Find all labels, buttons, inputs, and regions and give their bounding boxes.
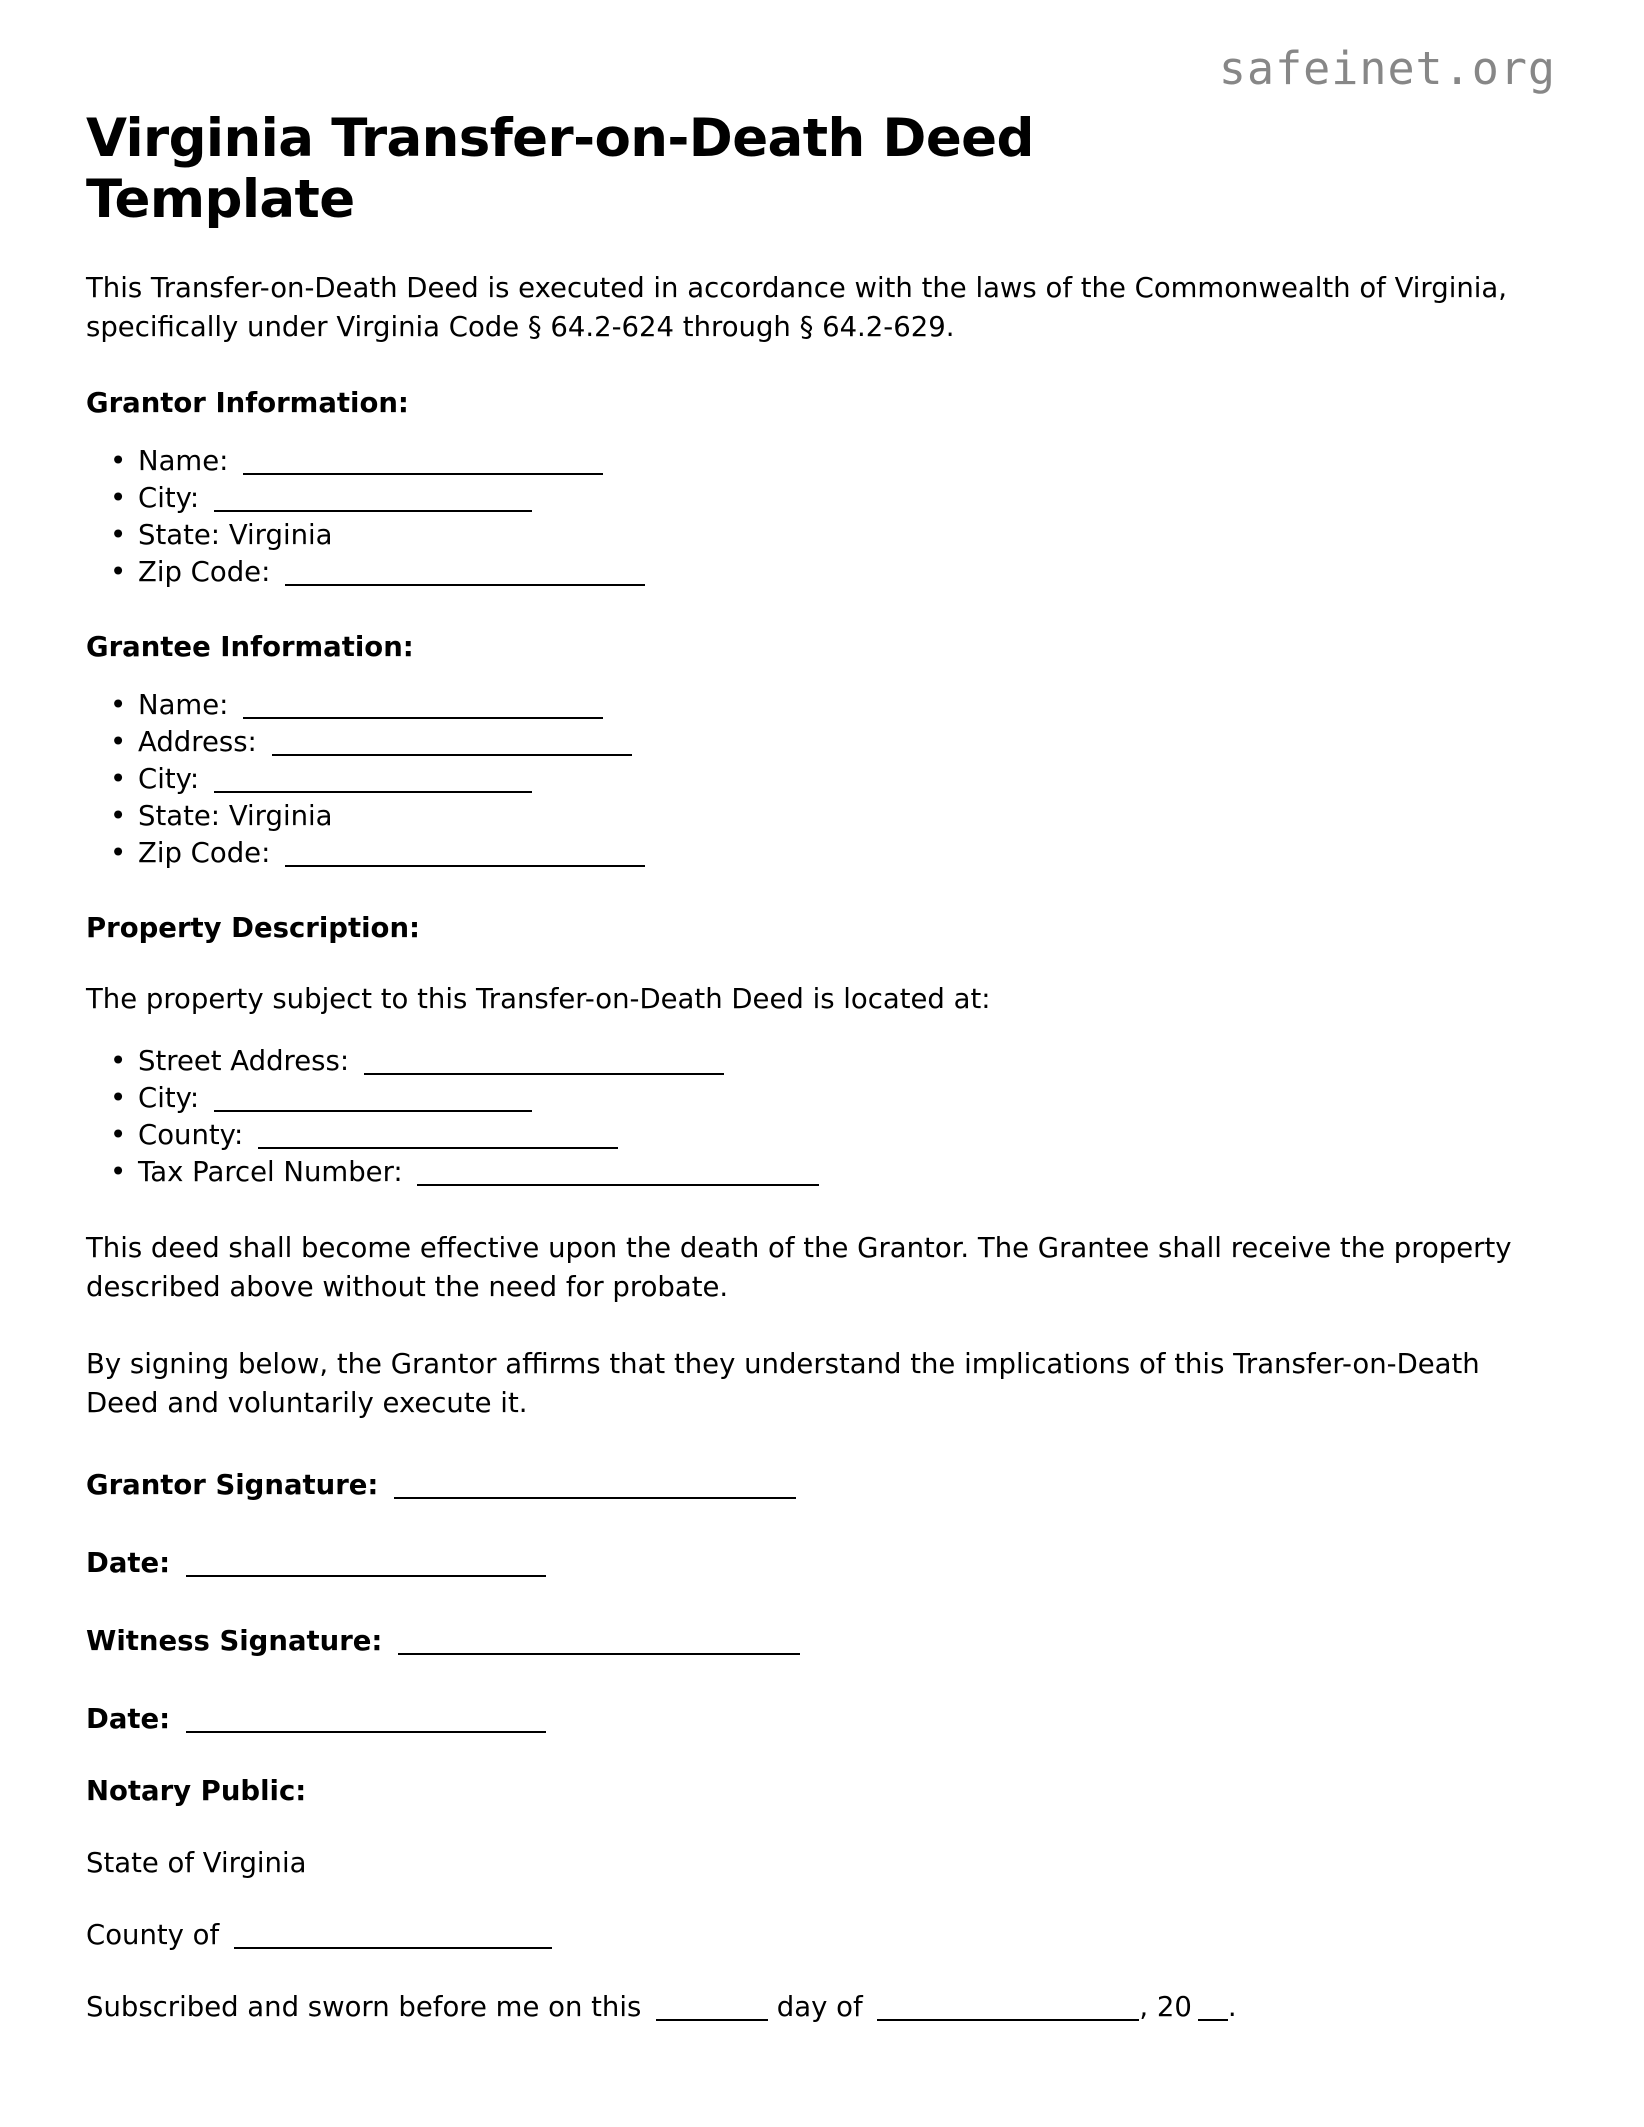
fill-in-blank[interactable] [417, 1184, 819, 1186]
field-label: Name: [138, 445, 229, 478]
grantee-section-heading: Grantee Information: [86, 630, 414, 663]
fill-in-blank[interactable] [285, 865, 645, 867]
list-item [138, 724, 1536, 761]
list-item [138, 1154, 1536, 1191]
field-value: Virginia [228, 519, 333, 551]
sworn-year-blank[interactable] [1198, 2019, 1228, 2021]
document-content [86, 108, 1536, 2023]
grantee-field-list [86, 687, 1536, 872]
field-label: State: [138, 799, 221, 832]
list-item [138, 443, 1536, 480]
property-section-heading: Property Description: [86, 911, 421, 944]
site-watermark: safeinet.org [1218, 42, 1556, 95]
field-label: Street Address: [138, 1044, 350, 1077]
sworn-mid-text: day of [776, 1991, 863, 2024]
notary-section-heading: Notary Public: [86, 1775, 307, 1808]
list-item [138, 1080, 1536, 1117]
field-value: Virginia [228, 799, 333, 832]
list-item [138, 1117, 1536, 1154]
list-item [138, 798, 1536, 835]
sworn-end-text: . [1227, 1991, 1237, 2024]
sworn-prefix-text: Subscribed and sworn before me on this [86, 1991, 642, 2024]
grantor-section-heading: Grantor Information: [86, 387, 409, 420]
fill-in-blank[interactable] [258, 1147, 618, 1149]
grantor-signature-blank[interactable] [394, 1497, 796, 1499]
list-item [138, 761, 1536, 798]
field-label: City: [138, 482, 200, 515]
fill-in-blank[interactable] [214, 1110, 532, 1112]
grantor-signature-label: Grantor Signature: [86, 1469, 379, 1502]
field-label: State: [138, 519, 221, 551]
witness-date-blank[interactable] [186, 1731, 546, 1733]
list-item [138, 517, 1536, 554]
grantor-date-label: Date: [86, 1547, 171, 1580]
list-item [138, 835, 1536, 872]
witness-date-label: Date: [86, 1703, 171, 1736]
notary-county-line [86, 1919, 1536, 1951]
list-item [138, 1043, 1536, 1080]
grantor-date-line [86, 1547, 1536, 1579]
page-title: Virginia Transfer-on-Death Deed Template [86, 108, 1034, 231]
property-lead-paragraph: The property subject to this Transfer-on-Death Deed is located at: [86, 982, 991, 1015]
witness-signature-label: Witness Signature: [86, 1625, 383, 1658]
intro-paragraph: This Transfer-on-Death Deed is executed in accordance with the laws of the Commonwealth of Virginia, specifically under Virginia Code § 64.2-624 through § 64.2-629. [86, 271, 1508, 343]
affirmation-paragraph: By signing below, the Grantor affirms that they understand the implications of this Transfer-on-Death Deed and voluntarily execute it. [86, 1347, 1480, 1420]
witness-date-line [86, 1703, 1536, 1735]
field-label: City: [138, 762, 200, 795]
field-label: Zip Code: [138, 555, 271, 588]
notary-sworn-line [86, 1991, 1536, 2023]
effect-paragraph: This deed shall become effective upon the death of the Grantor. The Grantee shall receive the property described above without the need for probate. [86, 1231, 1512, 1303]
sworn-year-text: , 20 [1139, 1991, 1192, 2024]
fill-in-blank[interactable] [243, 473, 603, 475]
witness-signature-line [86, 1625, 1536, 1657]
fill-in-blank[interactable] [214, 510, 532, 512]
notary-state-line: State of Virginia [86, 1847, 307, 1880]
fill-in-blank[interactable] [285, 584, 645, 586]
list-item [138, 480, 1536, 517]
list-item [138, 554, 1536, 591]
sworn-month-blank[interactable] [877, 2019, 1139, 2021]
fill-in-blank[interactable] [243, 717, 603, 719]
sworn-day-blank[interactable] [656, 2019, 768, 2021]
notary-county-label: County of [86, 1919, 220, 1952]
notary-county-blank[interactable] [234, 1947, 552, 1949]
property-field-list [86, 1043, 1536, 1191]
field-label: County: [138, 1118, 244, 1151]
grantor-field-list [86, 443, 1536, 591]
grantor-signature-line [86, 1469, 1536, 1501]
field-label: City: [138, 1081, 200, 1114]
field-label: Address: [138, 725, 257, 758]
witness-signature-blank[interactable] [398, 1653, 800, 1655]
fill-in-blank[interactable] [214, 791, 532, 793]
field-label: Tax Parcel Number: [138, 1155, 403, 1188]
list-item [138, 687, 1536, 724]
field-label: Name: [138, 688, 229, 721]
field-label: Zip Code: [138, 836, 271, 869]
fill-in-blank[interactable] [364, 1073, 724, 1075]
grantor-date-blank[interactable] [186, 1575, 546, 1577]
fill-in-blank[interactable] [272, 754, 632, 756]
